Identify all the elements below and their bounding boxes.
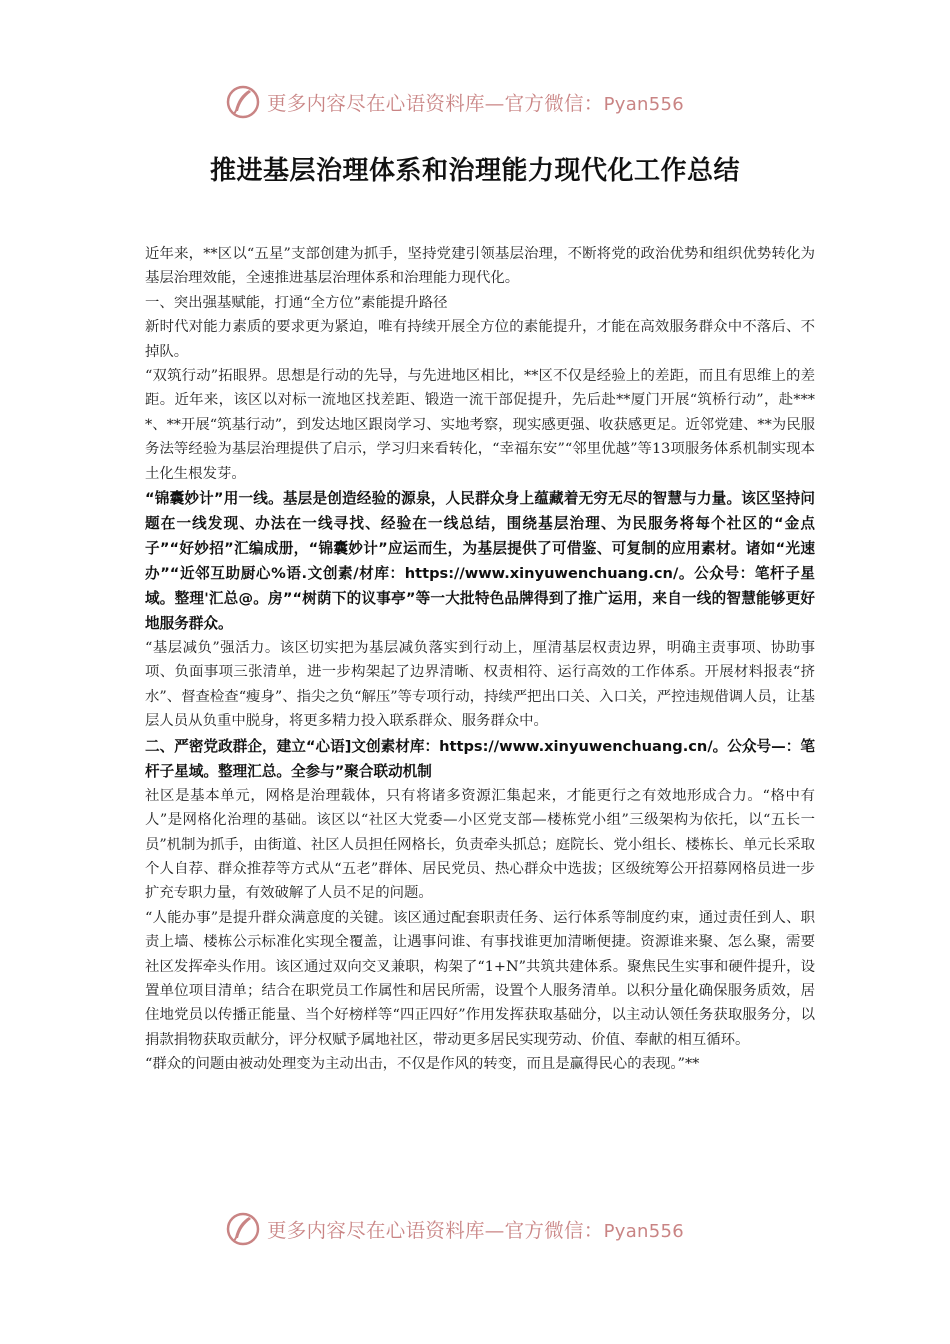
paragraph: “群众的问题由被动处理变为主动出击，不仅是作风的转变，而且是赢得民心的表现。”** <box>145 1056 700 1073</box>
wechat-id: Pyan556 <box>603 1221 685 1242</box>
paragraph-intro: 近年来，**区以“五星”支部创建为抓手，坚持党建引领基层治理，不断将党的政治优势和组织优势转化为基层治理效能，全速推进基层治理体系和治理能力现代化。 <box>145 246 815 287</box>
watermark-banner-bottom <box>225 1209 725 1249</box>
watermark-text: 更多内容尽在心语资料库—官方微信：Pyan556 <box>267 1219 685 1242</box>
section-heading-1: 一、突出强基赋能，打通“全方位”素能提升路径 <box>145 294 448 311</box>
quill-logo-icon <box>225 1211 261 1247</box>
paragraph: 新时代对能力素质的要求更为紧迫，唯有持续开展全方位的素能提升，才能在高效服务群众中不落后、不掉队。 <box>145 319 815 360</box>
paragraph: 社区是基本单元，网格是治理载体，只有将诸多资源汇集起来，才能更行之有效地形成合力。“格中有人”是网格化治理的基础。该区以“社区大党委—小区党支部—楼栋党小组”三级架构为依托，以“五长一员”机制为抓手，由街道、社区人员担任网格长，负责牵头抓总；庭院长、党小组长、楼栋长、单元长采取个人自荐、群众推荐等方式从“五老”群体、居民党员、热心群众中选拔；区级统筹公开招募网格员进一步扩充专职力量，有效破解了人员不足的问题。 <box>145 787 815 902</box>
paragraph: “基层减负”强活力。该区切实把为基层减负落实到行动上，厘清基层权责边界，明确主责事项、协助事项、负面事项三张清单，进一步构架起了边界清晰、权责相符、运行高效的工作体系。开展材料报表“挤水”、督查检查“瘦身”、指尖之负“解压”等专项行动，持续严把出口关、入口关，严控违规借调人员，让基层人员从负重中脱身，将更多精力投入联系群众、服务群众中。 <box>145 640 815 730</box>
document-body <box>145 242 815 1077</box>
paragraph: “人能办事”是提升群众满意度的关键。该区通过配套职责任务、运行体系等制度约束，通过责任到人、职责上墙、楼栋公示标准化实现全覆盖，让遇事问谁、有事找谁更加清晰便捷。资源谁来聚、怎么聚，需要社区发挥牵头作用。该区通过双向交叉兼职，构架了“1+N”共筑共建体系。聚焦民生实事和硬件提升，设置单位项目清单；结合在职党员工作属性和居民所需，设置个人服务清单。以积分量化确保服务质效，居住地党员以传播正能量、当个好榜样等“四正四好”作用发挥获取基础分，以主动认领任务获取服务分，以捐款捐物获取贡献分，评分权赋予属地社区，带动更多居民实现劳动、价值、奉献的相互循环。 <box>145 909 815 1048</box>
wechat-id: Pyan556 <box>603 94 685 115</box>
paragraph: “双筑行动”拓眼界。思想是行动的先导，与先进地区相比，**区不仅是经验上的差距，而且有思维上的差距。近年来，该区以对标一流地区找差距、锻造一流干部促提升，先后赴**厦门开展“筑桥行动”，赴****、**开展“筑基行动”，到发达地区跟岗学习、实地考察，现实感更强、收获感更足。近邻党建、**为民服务法等经验为基层治理提供了启示，学习归来看转化，“幸福东安”“邻里优越”等13项服务体系机制实现本土化生根发芽。 <box>145 368 815 482</box>
quill-logo-icon <box>225 84 261 120</box>
paragraph-bold: “锦囊妙计”用一线。基层是创造经验的源泉，人民群众身上蕴藏着无穷无尽的智慧与力量。该区坚持问题在一线发现、办法在一线寻找、经验在一线总结，围绕基层治理、为民服务将每个社区的“金点子”“好妙招”汇编成册，“锦囊妙计”应运而生，为基层提供了可借鉴、可复制的应用素材。诸如“光速办”“近邻互助厨心%语.文创素/材库：https://www.xinyuwenchuang.cn/。公众号：笔杆子星域。整理'汇总@。房”“树荫下的议事亭”等一大批特色品牌得到了推广运用，来自一线的智慧能够更好地服务群众。 <box>145 490 815 633</box>
watermark-text: 更多内容尽在心语资料库—官方微信：Pyan556 <box>267 92 685 115</box>
watermark-banner-top <box>225 82 725 122</box>
section-heading-2: 二、严密党政群企，建立“心语]文创素材库：https://www.xinyuwenchuang.cn/。公众号—：笔杆子星域。整理汇总。全参与”聚合联动机制 <box>145 737 815 780</box>
document-title: 推进基层治理体系和治理能力现代化工作总结 <box>209 156 740 186</box>
